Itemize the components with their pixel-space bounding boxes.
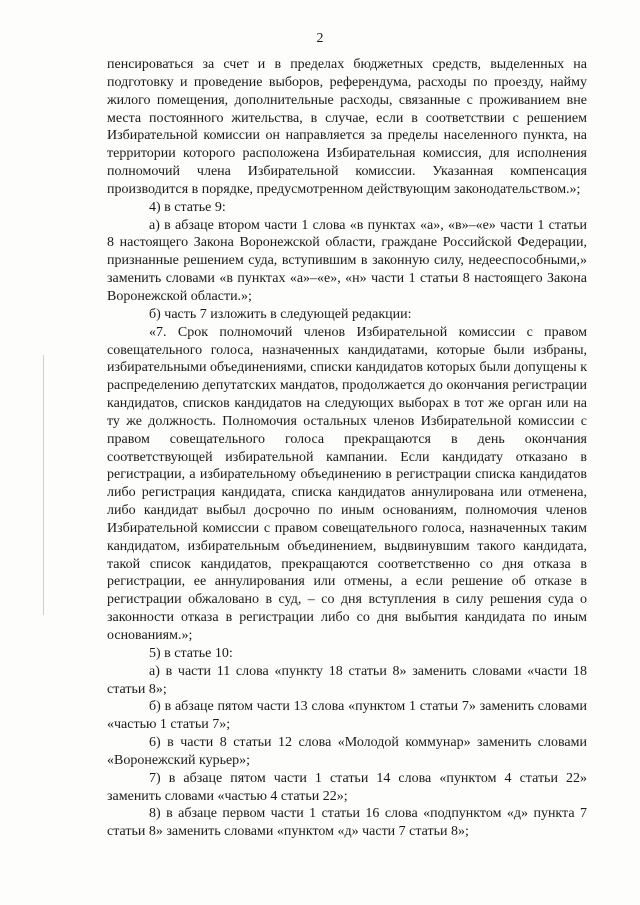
paragraph-item-5b: б) в абзаце пятом части 13 слова «пунктом 1 статьи 7» заменить словами «частью 1 статьи 7»; [107, 699, 587, 733]
paragraph-continuation: пенсироваться за счет и в пределах бюджетных средств, выделенных на подготовку и проведение выборов, референдума, расходы по проезду, найму жилого помещения, дополнительные расходы, связанные с проживанием вне места постоянного жительства, в случае, если в соответствии с решением Избирательной комиссии он направляется за пределы населенного пункта, на территории которого расположена Избирательная комиссия, для исполнения полномочий члена Избирательной комиссии. Указанная компенсация производится в порядке, предусмотренном действующим законодательством.»; [107, 57, 587, 197]
paragraph-quoted-part-7: «7. Срок полномочий членов Избирательной комиссии с правом совещательного голоса, назначенных кандидатами, которые были избраны, избирательными объединениями, списки кандидатов которых были допущены к распределению депутатских мандатов, продолжается до окончания регистрации кандидатов, списков кандидатов на следующих выборах в тот же орган или на ту же должность. Полномочия остальных членов Избирательной комиссии с правом совещательного голоса прекращаются в день окончания соответствующей избирательной кампании. Если кандидату отказано в регистрации, а избирательному объединению в регистрации списка кандидатов либо регистрация кандидата, списка кандидатов аннулирована или отменена, либо кандидат выбыл досрочно по иным основаниям, полномочия членов Избирательной комиссии с правом совещательного голоса, назначенных таким кандидатом, избирательным объединением, выдвинувшим такого кандидата, такой список кандидатов, прекращаются соответственно со дня отказа в регистрации, ее аннулирования или отмены, а если решение об отказе в регистрации обжаловано в суд, – со дня вступления в силу решения суда о законности отказа в регистрации либо со дня выбытия кандидата по иным основаниям.»; [107, 324, 587, 643]
paragraph-item-4a: а) в абзаце втором части 1 слова «в пунктах «а», «в»–«е» части 1 статьи 8 настоящего Закона Воронежской области, граждане Российской Федерации, признанные решением суда, вступившим в законную силу, недееспособными,» заменить словами «в пунктах «а»–«е», «н» части 1 статьи 8 настоящего Закона Воронежской области.»; [107, 217, 587, 304]
document-body [107, 56, 587, 841]
paragraph-item-6: 6) в части 8 статьи 12 слова «Молодой коммунар» заменить словами «Воронежский курьер»; [107, 735, 587, 768]
paragraph-item-4: 4) в статье 9: [149, 199, 226, 215]
paragraph-item-4b: б) часть 7 изложить в следующей редакции: [149, 306, 412, 322]
paragraph-item-5a: а) в части 11 слова «пункту 18 статьи 8» заменить словами «части 18 статьи 8»; [107, 663, 587, 697]
page-number: 2 [316, 31, 324, 46]
paragraph-item-8: 8) в абзаце первом части 1 статьи 16 слова «подпунктом «д» пункта 7 статьи 8» заменить словами «пунктом «д» части 7 статьи 8»; [107, 806, 587, 840]
scan-margin-line [43, 355, 44, 615]
paragraph-item-7: 7) в абзаце пятом части 1 статьи 14 слова «пунктом 4 статьи 22» заменить словами «частью 4 статьи 22»; [107, 770, 587, 804]
paragraph-item-5: 5) в статье 10: [149, 645, 233, 661]
